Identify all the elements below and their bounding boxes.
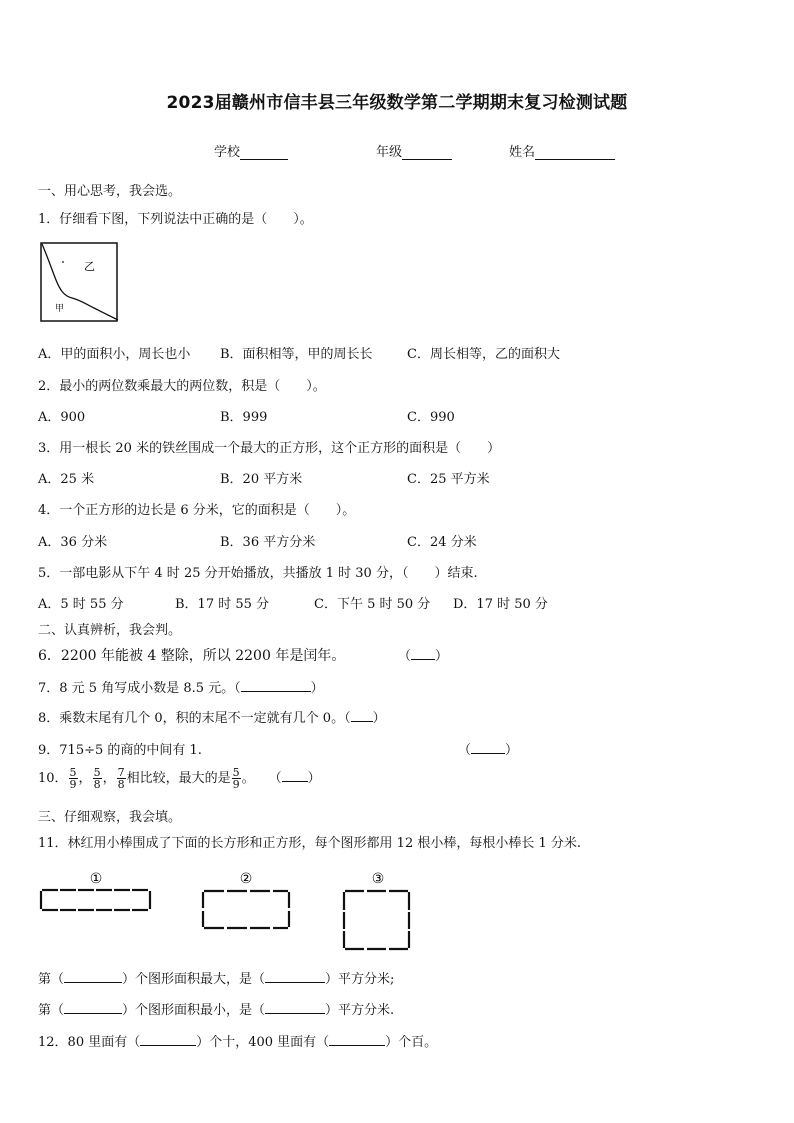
grade-field (376, 141, 452, 160)
school-blank[interactable] (240, 145, 288, 160)
q11-blank-2[interactable] (265, 982, 325, 983)
q1-figure-label-yi: 乙 (84, 260, 95, 273)
q10-fraction-4: $\frac{5}{9}$ (232, 766, 240, 791)
q11-figure-3 (344, 891, 409, 949)
q6-blank[interactable] (411, 659, 435, 660)
q10-mid: 相比较，最大的是 (126, 771, 231, 786)
q1-option-c[interactable]: C．周长相等，乙的面积大 (407, 347, 560, 362)
q2-option-b[interactable]: B．999 (220, 410, 268, 425)
q11-text: 11．林红用小棒围成了下面的长方形和正方形，每个图形都用 12 根小棒，每根小棒长 1 分米. (38, 836, 582, 851)
q12-row (38, 1031, 437, 1050)
q1-text: 1．仔细看下图，下列说法中正确的是（ ）。 (38, 212, 313, 227)
q10-prefix: 10． (38, 771, 68, 786)
q12-part-a: 12．80 里面有（ (38, 1035, 141, 1050)
q10-fraction-2: $\frac{5}{8}$ (93, 766, 101, 791)
section-3-heading: 三、仔细观察，我会填。 (38, 810, 182, 825)
q1-option-a[interactable]: A．甲的面积小，周长也小 (38, 347, 191, 362)
section-2-heading: 二、认真辨析，我会判。 (38, 623, 182, 638)
q11-line-2-part-b: ）个图形面积最小，是（ (122, 1003, 266, 1018)
q8-text-row (38, 707, 386, 726)
q2-text: 2．最小的两位数乘最大的两位数，积是（ ）。 (38, 379, 326, 394)
q11-line-1-part-b: ）个图形面积最大，是（ (122, 972, 266, 987)
q11-label-2: ② (239, 871, 253, 887)
q10-paren-open: （ (268, 771, 282, 786)
q6-answer[interactable] (398, 645, 448, 664)
q7-text: 7．8 元 5 角写成小数是 8.5 元。 (38, 681, 235, 696)
q6-text: 6．2200 年能被 4 整除，所以 2200 年是闰年。 (38, 648, 346, 664)
q5-text: 5．一部电影从下午 4 时 25 分开始播放，共播放 1 时 30 分，（ ）结束. (38, 566, 478, 581)
q9-answer[interactable] (458, 739, 518, 758)
q3-option-b[interactable]: B．20 平方米 (220, 472, 303, 487)
q9-text: 9．715÷5 的商的中间有 1. (38, 743, 202, 758)
q10-row (38, 767, 321, 790)
q2-option-c[interactable]: C．990 (407, 410, 455, 425)
q12-blank-2[interactable] (329, 1045, 385, 1046)
name-field (509, 141, 615, 160)
q10-blank[interactable] (282, 781, 308, 782)
q11-label-3: ③ (371, 871, 385, 887)
q1-figure-dot (62, 261, 64, 263)
grade-label: 年级 (376, 145, 403, 160)
q10-fraction-1: $\frac{5}{9}$ (69, 766, 77, 791)
q10-sep-2: ， (102, 771, 116, 786)
q11-line-2 (38, 999, 394, 1018)
q11-figure-2 (203, 891, 289, 928)
school-field (214, 141, 288, 160)
q11-blank-1[interactable] (64, 982, 122, 983)
q10-paren-close: ） (307, 771, 321, 786)
q8-paren-close: ） (372, 711, 386, 726)
q7-blank[interactable] (241, 691, 311, 692)
q1-figure-border (41, 243, 117, 321)
q7-paren-open: （ (234, 681, 241, 696)
q5-option-b[interactable]: B．17 时 55 分 (175, 597, 270, 612)
q1-option-b[interactable]: B．面积相等，甲的周长长 (220, 347, 373, 362)
q11-line-1-part-c: ）平方分米; (325, 972, 395, 987)
q11-line-1 (38, 968, 394, 987)
q7-paren-close: ） (310, 681, 324, 696)
q10-sep-1: ， (78, 771, 92, 786)
q8-paren-open: （ (344, 711, 351, 726)
school-label: 学校 (214, 145, 241, 160)
q3-option-c[interactable]: C．25 平方米 (407, 472, 490, 487)
q11-label-1: ① (89, 871, 103, 887)
q7-text-row (38, 677, 324, 696)
q11-line-2-part-c: ）平方分米. (325, 1003, 395, 1018)
q10-fraction-3: $\frac{7}{8}$ (117, 766, 125, 791)
q11-line-2-part-a: 第（ (38, 1003, 65, 1018)
q11-line-1-part-a: 第（ (38, 972, 65, 987)
grade-blank[interactable] (402, 145, 452, 160)
q5-option-a[interactable]: A．5 时 55 分 (38, 597, 124, 612)
q1-figure (38, 240, 122, 326)
q4-option-c[interactable]: C．24 分米 (407, 535, 477, 550)
q12-blank-1[interactable] (140, 1045, 196, 1046)
name-label: 姓名 (509, 145, 536, 160)
q5-option-c[interactable]: C．下午 5 时 50 分 (314, 597, 431, 612)
q8-text: 8．乘数末尾有几个 0，积的末尾不一定就有几个 0。 (38, 711, 345, 726)
page-title: 2023届赣州市信丰县三年级数学第二学期期末复习检测试题 (166, 93, 628, 113)
q1-figure-label-jia: 甲 (55, 304, 65, 314)
q6-paren-close: ） (435, 649, 449, 664)
q4-option-a[interactable]: A．36 分米 (38, 535, 108, 550)
q2-option-a[interactable]: A．900 (38, 410, 86, 425)
q12-part-b: ）个十，400 里面有（ (196, 1035, 330, 1050)
q11-figures (30, 862, 430, 954)
q4-text: 4．一个正方形的边长是 6 分米，它的面积是（ ）。 (38, 503, 356, 518)
q9-paren-close: ） (505, 743, 519, 758)
q5-option-d[interactable]: D．17 时 50 分 (453, 597, 548, 612)
q11-figure-1 (41, 890, 150, 910)
q3-option-a[interactable]: A．25 米 (38, 472, 95, 487)
q9-paren-open: （ (458, 743, 472, 758)
q10-end: 。 (241, 771, 255, 786)
q9-blank[interactable] (471, 753, 505, 754)
q11-blank-4[interactable] (265, 1013, 325, 1014)
name-blank[interactable] (535, 145, 615, 160)
q8-blank[interactable] (351, 721, 373, 722)
q12-part-c: ）个百。 (385, 1035, 438, 1050)
q4-option-b[interactable]: B．36 平方分米 (220, 535, 316, 550)
section-1-heading: 一、用心思考，我会选。 (38, 184, 182, 199)
q6-paren-open: （ (398, 649, 412, 664)
q11-blank-3[interactable] (64, 1013, 122, 1014)
q1-figure-curve (42, 244, 118, 320)
q3-text: 3．用一根长 20 米的铁丝围成一个最大的正方形，这个正方形的面积是（ ） (38, 441, 501, 456)
